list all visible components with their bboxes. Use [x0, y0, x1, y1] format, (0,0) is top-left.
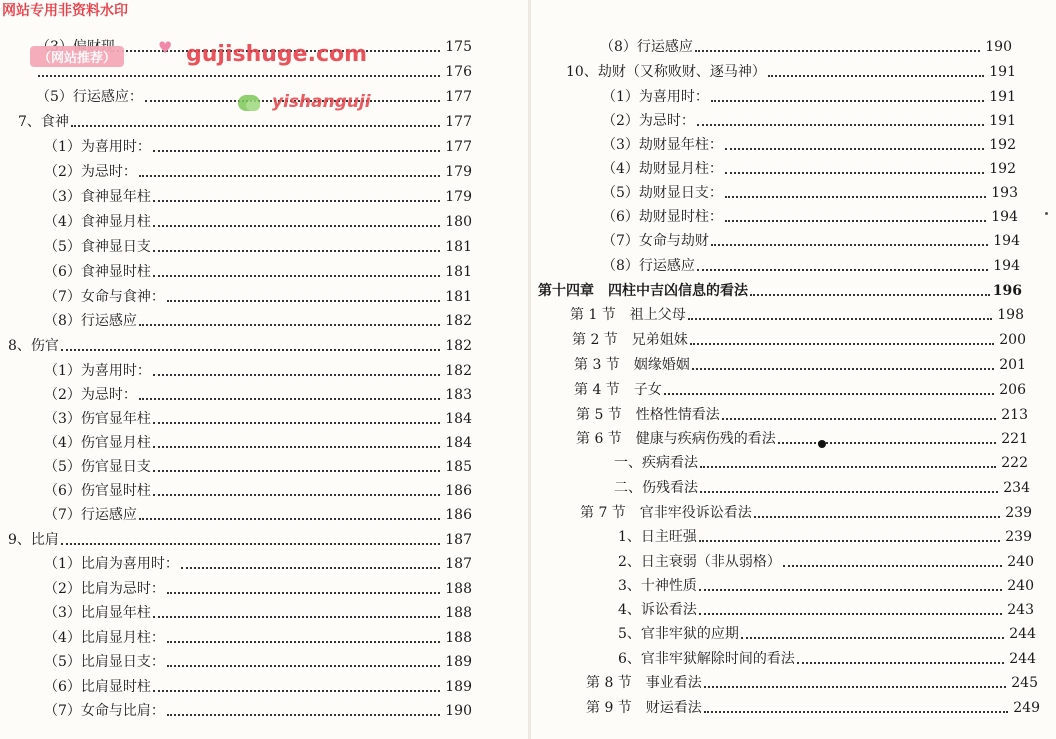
toc-page-number: 201: [999, 357, 1026, 373]
heart-icon: ♥: [158, 38, 173, 57]
toc-page-number: 186: [445, 483, 472, 499]
toc-leader: [153, 689, 440, 692]
toc-entry: [602, 132, 1016, 154]
toc-page-number: 192: [989, 137, 1016, 153]
toc-entry: [602, 156, 1016, 178]
toc-leader: [688, 317, 992, 320]
toc-label: （4）比肩显月柱：: [44, 630, 165, 646]
toc-entry: [44, 184, 472, 206]
toc-leader: [153, 373, 440, 376]
toc-entry: [18, 109, 472, 131]
toc-leader: [664, 392, 994, 395]
toc-entry: [602, 108, 1016, 130]
toc-leader: [153, 224, 440, 227]
toc-page-number: 191: [989, 64, 1016, 80]
toc-page-number: 222: [1001, 455, 1028, 471]
toc-entry: [618, 646, 1036, 668]
toc-leader: [153, 421, 440, 424]
toc-leader: [699, 612, 1002, 615]
toc-page-number: 243: [1007, 602, 1034, 618]
toc-entry: [576, 402, 1028, 424]
toc-page-number: 179: [445, 189, 472, 205]
toc-leader: [139, 323, 440, 326]
toc-page-number: 175: [445, 39, 472, 55]
toc-entry: [44, 406, 472, 428]
toc-entry: [574, 352, 1026, 374]
toc-leader: [153, 445, 440, 448]
toc-label: （2）为忌时：: [44, 387, 137, 403]
toc-leader: [153, 199, 440, 202]
toc-label: （3）劫财显年柱：: [602, 137, 723, 153]
toc-label: 第 1 节 祖上父母: [570, 307, 686, 323]
toc-page-number: 187: [445, 532, 472, 548]
toc-label: （6）伤官显时柱: [44, 483, 151, 499]
toc-leader: [690, 342, 994, 345]
toc-entry: [618, 621, 1036, 643]
toc-entry: [44, 576, 472, 598]
toc-page-number: 191: [989, 113, 1016, 129]
toc-entry: [8, 527, 472, 549]
toc-leader: [181, 566, 440, 569]
toc-leader: [754, 515, 1000, 518]
toc-entry: [44, 600, 472, 622]
toc-entry: [8, 333, 472, 355]
toc-entry: [618, 597, 1034, 619]
toc-leader: [167, 591, 440, 594]
toc-label: （5）伤官显日支: [44, 459, 151, 475]
toc-label: （5）行运感应：: [36, 89, 143, 105]
toc-entry: [44, 649, 472, 671]
toc-entry: [44, 502, 472, 524]
toc-label: （8）行运感应: [600, 39, 693, 55]
toc-leader: [711, 99, 984, 102]
toc-entry: [618, 573, 1034, 595]
toc-label: （7）女命与劫财: [602, 233, 709, 249]
toc-label: 3、十神性质: [618, 578, 697, 594]
toc-page-number: 181: [445, 264, 472, 280]
toc-leader: [741, 636, 1004, 639]
toc-page-number: 244: [1009, 651, 1036, 667]
toc-entry: [44, 209, 472, 231]
toc-leader: [711, 243, 988, 246]
toc-label: 第 4 节 子女: [574, 382, 662, 398]
toc-page-number: 240: [1007, 578, 1034, 594]
toc-label: 1、日主旺强: [618, 529, 697, 545]
toc-label: （2）为忌时：: [44, 164, 137, 180]
toc-label: 第 9 节 财运看法: [586, 700, 702, 716]
toc-entry: [44, 284, 472, 306]
toc-page-number: 245: [1011, 675, 1038, 691]
toc-page-number: 187: [445, 556, 472, 572]
toc-label: （3）食神显年柱: [44, 189, 151, 205]
watermark-site-secondary: yishanguji: [272, 92, 371, 112]
toc-page-number: 184: [445, 411, 472, 427]
wechat-icon: [238, 95, 260, 111]
toc-entry: [580, 500, 1032, 522]
toc-page-number: 213: [1001, 407, 1028, 423]
toc-label: （6）比肩显时柱: [44, 679, 151, 695]
toc-page-number: 192: [989, 161, 1016, 177]
toc-leader: [153, 493, 440, 496]
toc-label: （5）食神显日支: [44, 239, 151, 255]
toc-page-number: 182: [445, 338, 472, 354]
toc-label: （1）为喜用时：: [602, 89, 709, 105]
toc-entry: [576, 426, 1028, 448]
toc-entry: [602, 204, 1018, 226]
toc-page-number: 177: [445, 89, 472, 105]
toc-page-number: 177: [445, 114, 472, 130]
toc-page-number: 244: [1009, 626, 1036, 642]
toc-entry: [44, 625, 472, 647]
toc-page-number: 188: [445, 581, 472, 597]
toc-page-number: 181: [445, 239, 472, 255]
toc-entry: [44, 358, 472, 380]
toc-leader: [697, 123, 984, 126]
toc-leader: [167, 664, 440, 667]
toc-leader: [167, 299, 440, 302]
toc-entry: [44, 551, 472, 573]
toc-leader: [778, 441, 996, 444]
toc-leader: [71, 124, 440, 127]
toc-entry: [570, 302, 1024, 324]
toc-entry: [586, 670, 1038, 692]
toc-label: （8）行运感应: [44, 313, 137, 329]
toc-leader: [153, 274, 440, 277]
toc-page-number: 194: [991, 209, 1018, 225]
toc-leader: [695, 49, 980, 52]
toc-label: 4、诉讼看法: [618, 602, 697, 618]
toc-entry: [44, 430, 472, 452]
toc-page-number: 179: [445, 164, 472, 180]
toc-page-number: 196: [992, 283, 1022, 299]
toc-leader: [768, 74, 984, 77]
toc-entry: [618, 549, 1034, 571]
toc-label: （3）伤官显年柱: [44, 411, 151, 427]
toc-leader: [750, 293, 990, 296]
toc-entry: [602, 84, 1016, 106]
watermark-site-primary: gujishuge.com: [186, 42, 368, 67]
toc-page-number: 240: [1007, 554, 1034, 570]
watermark-text: 网站专用非资料水印: [2, 3, 128, 19]
toc-label: 5、官非牢狱的应期: [618, 626, 739, 642]
toc-entry: [44, 674, 472, 696]
toc-leader: [704, 685, 1006, 688]
toc-page-number: 188: [445, 605, 472, 621]
toc-page-number: 186: [445, 507, 472, 523]
scan-speck: [1045, 212, 1048, 215]
toc-leader: [167, 713, 440, 716]
toc-label: 第 2 节 兄弟姐妹: [572, 332, 688, 348]
toc-leader: [692, 367, 994, 370]
toc-entry: [44, 308, 472, 330]
toc-label: 2、日主衰弱（非从弱格）: [618, 554, 781, 570]
toc-entry: [602, 228, 1020, 250]
toc-label: （7）女命与食神：: [44, 289, 165, 305]
toc-label: （2）比肩为忌时：: [44, 581, 165, 597]
toc-label: 二、伤残看法: [614, 480, 698, 496]
toc-entry: [44, 259, 472, 281]
toc-leader: [725, 195, 986, 198]
toc-page-number: 189: [445, 679, 472, 695]
toc-page-number: 249: [1013, 700, 1040, 716]
toc-label: 8、伤官: [8, 338, 59, 354]
toc-leader: [61, 348, 440, 351]
toc-label: （7）行运感应: [44, 507, 137, 523]
toc-leader: [167, 640, 440, 643]
toc-page-number: 200: [999, 332, 1026, 348]
toc-page-number: 191: [989, 89, 1016, 105]
toc-entry: [586, 695, 1040, 717]
toc-leader: [153, 149, 440, 152]
toc-leader: [704, 710, 1008, 713]
toc-entry: [44, 454, 472, 476]
toc-label: 第 6 节 健康与疾病伤残的看法: [576, 431, 776, 447]
toc-entry: [566, 59, 1016, 81]
toc-leader: [797, 661, 1004, 664]
toc-leader: [139, 517, 440, 520]
toc-entry: [44, 698, 472, 720]
toc-page-number: 177: [445, 139, 472, 155]
toc-label: （4）劫财显月柱：: [602, 161, 723, 177]
toc-entry: [44, 134, 472, 156]
toc-entry: [614, 450, 1028, 472]
toc-leader: [61, 542, 440, 545]
toc-label: 第 5 节 性格性情看法: [576, 407, 720, 423]
toc-page-number: 189: [445, 654, 472, 670]
toc-leader: [153, 249, 440, 252]
toc-page-number: 185: [445, 459, 472, 475]
toc-entry: [618, 524, 1032, 546]
toc-page-number: 188: [445, 630, 472, 646]
toc-entry: [574, 377, 1026, 399]
toc-page-number: 181: [445, 289, 472, 305]
toc-leader: [139, 174, 440, 177]
toc-label: （1）比肩为喜用时：: [44, 556, 179, 572]
toc-label: （1）为喜用时：: [44, 363, 151, 379]
toc-page-number: 198: [997, 307, 1024, 323]
toc-page-number: 182: [445, 363, 472, 379]
toc-entry: [44, 478, 472, 500]
toc-label: （5）比肩显日支：: [44, 654, 165, 670]
toc-leader: [700, 465, 996, 468]
toc-label: 第 7 节 官非牢役诉讼看法: [580, 505, 752, 521]
toc-page-number: 221: [1001, 431, 1028, 447]
toc-label: （2）为忌时：: [602, 113, 695, 129]
toc-label: 9、比肩: [8, 532, 59, 548]
toc-label: 第十四章 四柱中吉凶信息的看法: [538, 283, 748, 299]
toc-leader: [722, 417, 996, 420]
toc-page-number: 182: [445, 313, 472, 329]
toc-leader: [153, 469, 440, 472]
toc-entry: [44, 234, 472, 256]
toc-leader: [139, 397, 440, 400]
toc-page-number: 184: [445, 435, 472, 451]
toc-label: （4）食神显月柱: [44, 214, 151, 230]
toc-entry: [572, 327, 1026, 349]
toc-leader: [153, 615, 440, 618]
toc-label: （4）伤官显月柱: [44, 435, 151, 451]
right-page: [530, 0, 1056, 739]
toc-label: （8）行运感应: [602, 258, 695, 274]
toc-label: 第 8 节 事业看法: [586, 675, 702, 691]
toc-chapter-entry: [538, 278, 1022, 300]
toc-page-number: 194: [993, 233, 1020, 249]
toc-label: 10、劫财（又称败财、逐马神）: [566, 64, 766, 80]
toc-page-number: 234: [1003, 480, 1030, 496]
toc-leader: [699, 588, 1002, 591]
toc-page-number: 190: [985, 39, 1012, 55]
toc-leader: [38, 74, 440, 77]
toc-leader: [699, 539, 1000, 542]
toc-label: （7）女命与比肩：: [44, 703, 165, 719]
toc-leader: [697, 268, 988, 271]
toc-page-number: 194: [993, 258, 1020, 274]
toc-page-number: 239: [1005, 529, 1032, 545]
toc-label: （1）为喜用时：: [44, 139, 151, 155]
toc-entry: [44, 382, 472, 404]
toc-page-number: 206: [999, 382, 1026, 398]
toc-page-number: 239: [1005, 505, 1032, 521]
toc-label: 第 3 节 姻缘婚姻: [574, 357, 690, 373]
toc-entry: [600, 34, 1012, 56]
toc-page-number: 180: [445, 214, 472, 230]
toc-entry: [44, 159, 472, 181]
toc-entry: [602, 180, 1018, 202]
toc-page-number: 193: [991, 185, 1018, 201]
site-recommend-badge: （网站推荐）: [30, 46, 124, 67]
toc-label: 一、疾病看法: [614, 455, 698, 471]
toc-label: （6）食神显时柱: [44, 264, 151, 280]
ink-smudge: [818, 440, 826, 448]
toc-entry: [602, 253, 1020, 275]
toc-leader: [725, 147, 984, 150]
toc-page-number: 183: [445, 387, 472, 403]
toc-leader: [725, 219, 986, 222]
toc-page-number: 176: [445, 64, 472, 80]
toc-leader: [783, 564, 1002, 567]
toc-entry: [614, 475, 1030, 497]
toc-label: （5）劫财显日支：: [602, 185, 723, 201]
toc-leader: [725, 171, 984, 174]
toc-page-number: 190: [445, 703, 472, 719]
toc-label: 6、官非牢狱解除时间的看法: [618, 651, 795, 667]
toc-label: （6）劫财显时柱：: [602, 209, 723, 225]
toc-label: 7、食神: [18, 114, 69, 130]
toc-label: （3）比肩显年柱: [44, 605, 151, 621]
toc-leader: [700, 490, 998, 493]
